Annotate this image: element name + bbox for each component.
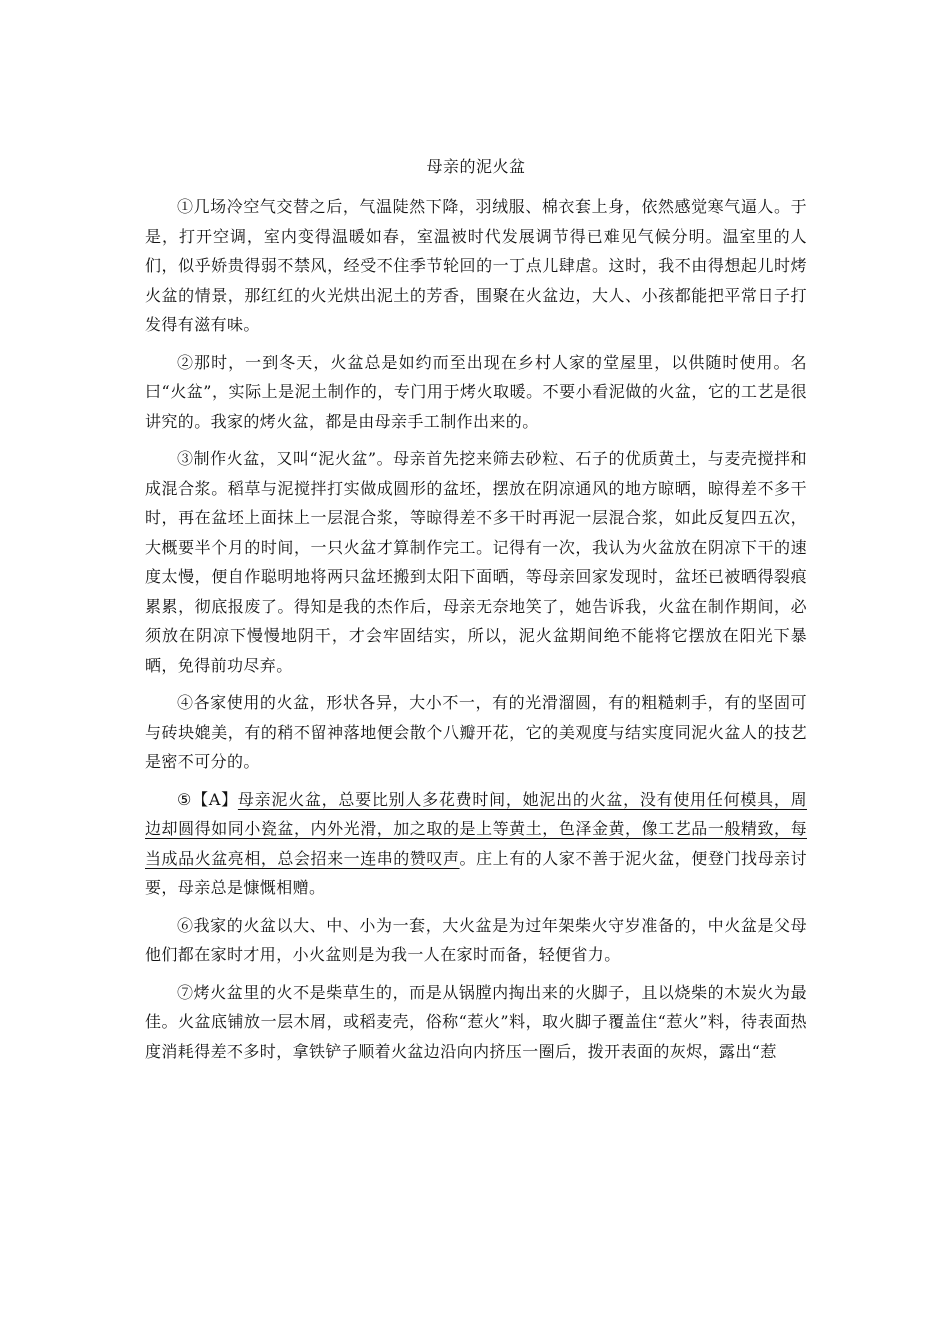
paragraph-2: ②那时，一到冬天，火盆总是如约而至出现在乡村人家的堂屋里，以供随时使用。名曰“火盆”，实际上是泥土制作的，专门用于烤火取暖。不要小看泥做的火盆，它的工艺是很讲究的。我家的烤火盆，都是由母亲手工制作出来的。 [145,352,807,431]
paragraph-5-suffix: 。庄上有的人家不善于泥火盆，便登门找母亲讨要，母亲总是慷慨相赠。 [145,848,808,897]
document-title: 母亲的泥火盆 [426,157,526,176]
paragraph-1: ①几场冷空气交替之后，气温陡然下降，羽绒服、棉衣套上身，依然感觉寒气逼人。于是，打开空调，室内变得温暖如春，室温被时代发展调节得已难见气候分明。温室里的人们，似乎娇贵得弱不禁风，经受不住季节轮回的一丁点儿肆虐。这时，我不由得想起儿时烤火盆的情景，那红红的火光烘出泥土的芳香，围聚在火盆边，大人、小孩都能把平常日子打发得有滋有味。 [145,197,807,334]
paragraph-6: ⑥我家的火盆以大、中、小为一套，大火盆是为过年架柴火守岁准备的，中火盆是父母他们都在家时才用，小火盆则是为我一人在家时而备，轻便省力。 [145,915,807,964]
paragraph-5 [145,785,807,903]
paragraph-5-prefix: ⑤【A】 [177,789,238,809]
paragraph-7: ⑦烤火盆里的火不是柴草生的，而是从锅膛内掏出来的火脚子，且以烧柴的木炭火为最佳。火盆底铺放一层木屑，或稻麦壳，俗称“惹火”料，取火脚子覆盖住“惹火”料，待表面热度消耗得差不多时，拿铁铲子顺着火盆边沿向内挤压一圈后，拨开表面的灰烬，露出“惹 [145,982,807,1061]
paragraph-4: ④各家使用的火盆，形状各异，大小不一，有的光滑溜圆，有的粗糙刺手，有的坚固可与砖块媲美，有的稍不留神落地便会散个八瓣开花，它的美观度与结实度同泥火盆人的技艺是密不可分的。 [145,693,807,771]
document-page [145,156,807,1074]
paragraph-5-underlined-sentence: 母亲泥火盆，总要比别人多花费时间，她泥出的火盆，没有使用任何模具，周边却圆得如同小瓷盆，内外光滑，加之取的是上等黄土，色泽金黄，像工艺品一般精致，每当成品火盆亮相，总会招来一连串的赞叹声 [145,789,808,868]
paragraph-3: ③制作火盆，又叫“泥火盆”。母亲首先挖来筛去砂粒、石子的优质黄土，与麦壳搅拌和成混合浆。稻草与泥搅拌打实做成圆形的盆坯，摆放在阴凉通风的地方晾晒，晾得差不多干时，再在盆坯上面抹上一层混合浆，等晾得差不多干时再泥一层混合浆，如此反复四五次，大概要半个月的时间，一只火盆才算制作完工。记得有一次，我认为火盆放在阴凉下干的速度太慢，便自作聪明地将两只盆坯搬到太阳下面晒，等母亲回家发现时，盆坯已被晒得裂痕累累，彻底报废了。得知是我的杰作后，母亲无奈地笑了，她告诉我，火盆在制作期间，必须放在阴凉下慢慢地阴干，才会牢固结实，所以，泥火盆期间绝不能将它摆放在阳光下暴晒，免得前功尽弃。 [145,449,807,675]
